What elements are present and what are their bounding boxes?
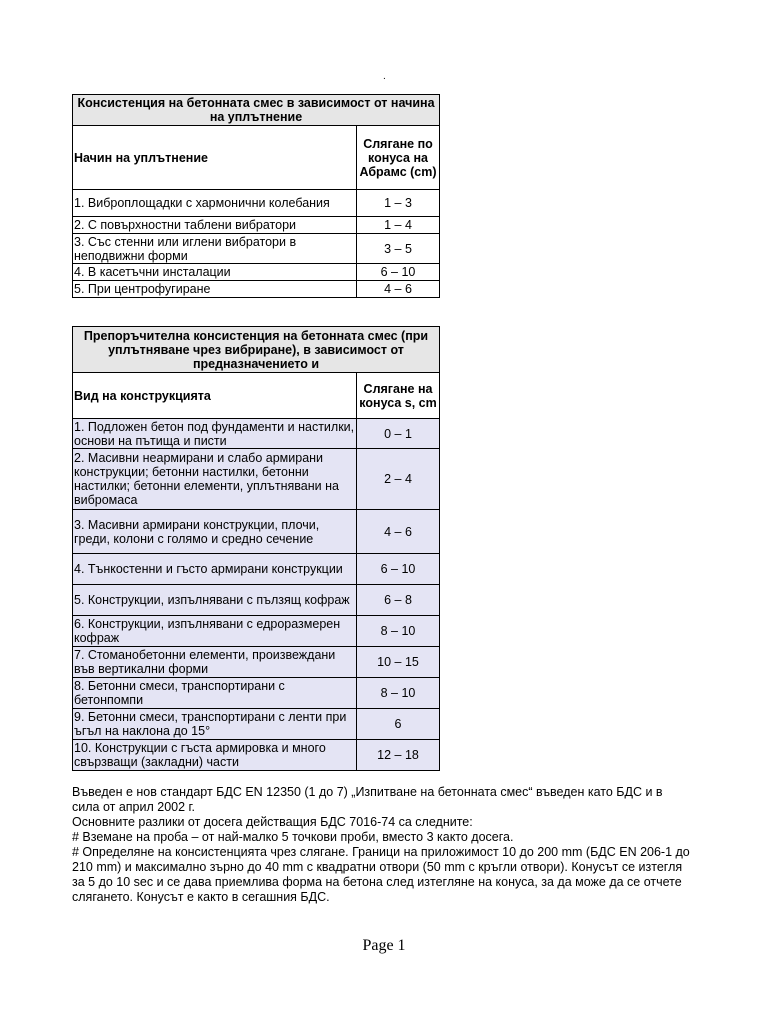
table2-value-cell: 8 – 10 [357,678,440,709]
table1-method-cell: 2. С повърхностни таблени вибратори [73,217,357,234]
standard-notes [72,785,692,905]
page-number: Page 1 [362,937,406,954]
table2-col1-header: Вид на конструкцията [73,373,357,419]
table1-method-cell: 5. При центрофугиране [73,281,357,298]
note-paragraph: Въведен е нов стандарт БДС EN 12350 (1 до 7) „Изпитване на бетонната смес“ въведен като БДС и в сила от април 2002 г. [72,785,663,814]
table2-value-cell: 8 – 10 [357,616,440,647]
recommended-consistency-table [72,326,440,771]
table2-value-cell: 6 – 10 [357,554,440,585]
table2-value-cell: 2 – 4 [357,449,440,510]
table1-value-cell: 4 – 6 [357,281,440,298]
table1-method-cell: 3. Със стенни или иглени вибратори в неподвижни форми [73,234,357,264]
table2-value-cell: 6 [357,709,440,740]
table-row [73,709,440,740]
table2-type-cell: 6. Конструкции, изпълнявани с едроразмерен кофраж [73,616,357,647]
table2-col2-header: Слягане на конуса s, cm [357,373,440,419]
table2-value-cell: 6 – 8 [357,585,440,616]
table2-value-cell: 10 – 15 [357,647,440,678]
table1-col2-header: Слягане по конуса на Абрамс (cm) [357,126,440,190]
table-row [73,234,440,264]
table2-value-cell: 0 – 1 [357,419,440,449]
table2-value-cell: 12 – 18 [357,740,440,771]
table-row [73,585,440,616]
table2-value-cell: 4 – 6 [357,510,440,554]
table2-type-cell: 2. Масивни неармирани и слабо армирани конструкции; бетонни настилки, бетонни настилки; бетонни елементи, уплътнявани на вибромаса [73,449,357,510]
table-row [73,449,440,510]
table2-type-cell: 8. Бетонни смеси, транспортирани с бетонпомпи [73,678,357,709]
table1-value-cell: 1 – 3 [357,190,440,217]
table-row [73,190,440,217]
table2-type-cell: 5. Конструкции, изпълнявани с пълзящ кофраж [73,585,357,616]
table1-title: Консистенция на бетонната смес в зависимост от начина на уплътнение [73,95,440,126]
table-row [73,554,440,585]
table2-type-cell: 4. Тънкостенни и гъсто армирани конструкции [73,554,357,585]
table2-type-cell: 7. Стоманобетонни елементи, произвеждани във вертикални форми [73,647,357,678]
table2-type-cell: 10. Конструкции с гъста армировка и много свързващи (закладни) части [73,740,357,771]
table1-method-cell: 4. В касетъчни инсталации [73,264,357,281]
table-row [73,678,440,709]
table2-title: Препоръчителна консистенция на бетонната смес (при уплътняване чрез вибриране), в зависимост от предназначението и [73,327,440,373]
table2-type-cell: 3. Масивни армирани конструкции, плочи, греди, колони с голямо и средно сечение [73,510,357,554]
table2-type-cell: 9. Бетонни смеси, транспортирани с ленти при ъгъл на наклона до 15° [73,709,357,740]
table-row [73,647,440,678]
table1-value-cell: 1 – 4 [357,217,440,234]
table1-value-cell: 6 – 10 [357,264,440,281]
table-row [73,510,440,554]
note-paragraph: # Вземане на проба – от най-малко 5 точкови проби, вместо 3 както досега. [72,830,514,844]
table1-method-cell: 1. Виброплощадки с хармонични колебания [73,190,357,217]
table1-col1-header: Начин на уплътнение [73,126,357,190]
compaction-consistency-table [72,94,440,298]
table1-value-cell: 3 – 5 [357,234,440,264]
table2-type-cell: 1. Подложен бетон под фундаменти и настилки, основи на пътища и писти [73,419,357,449]
note-paragraph: # Определяне на консистенцията чрез слягане. Граници на приложимост 10 до 200 mm (БДС EN 206-1 до 210 mm) и максимално зърно до 40 mm с квадратни отвори (50 mm с кръгли отвори). Конусът се изтегля за 5 до 10 sec и се дава приемлива форма на бетона след изтегляне на конуса, за да може да се отчете слягането. Конусът е както в сегашния БДС. [72,845,690,904]
table-row [73,740,440,771]
page-mark: . [383,71,386,82]
table-row [73,217,440,234]
table-row [73,419,440,449]
table-row [73,616,440,647]
table-row [73,281,440,298]
table-row [73,264,440,281]
note-paragraph: Основните разлики от досега действащия БДС 7016-74 са следните: [72,815,473,829]
